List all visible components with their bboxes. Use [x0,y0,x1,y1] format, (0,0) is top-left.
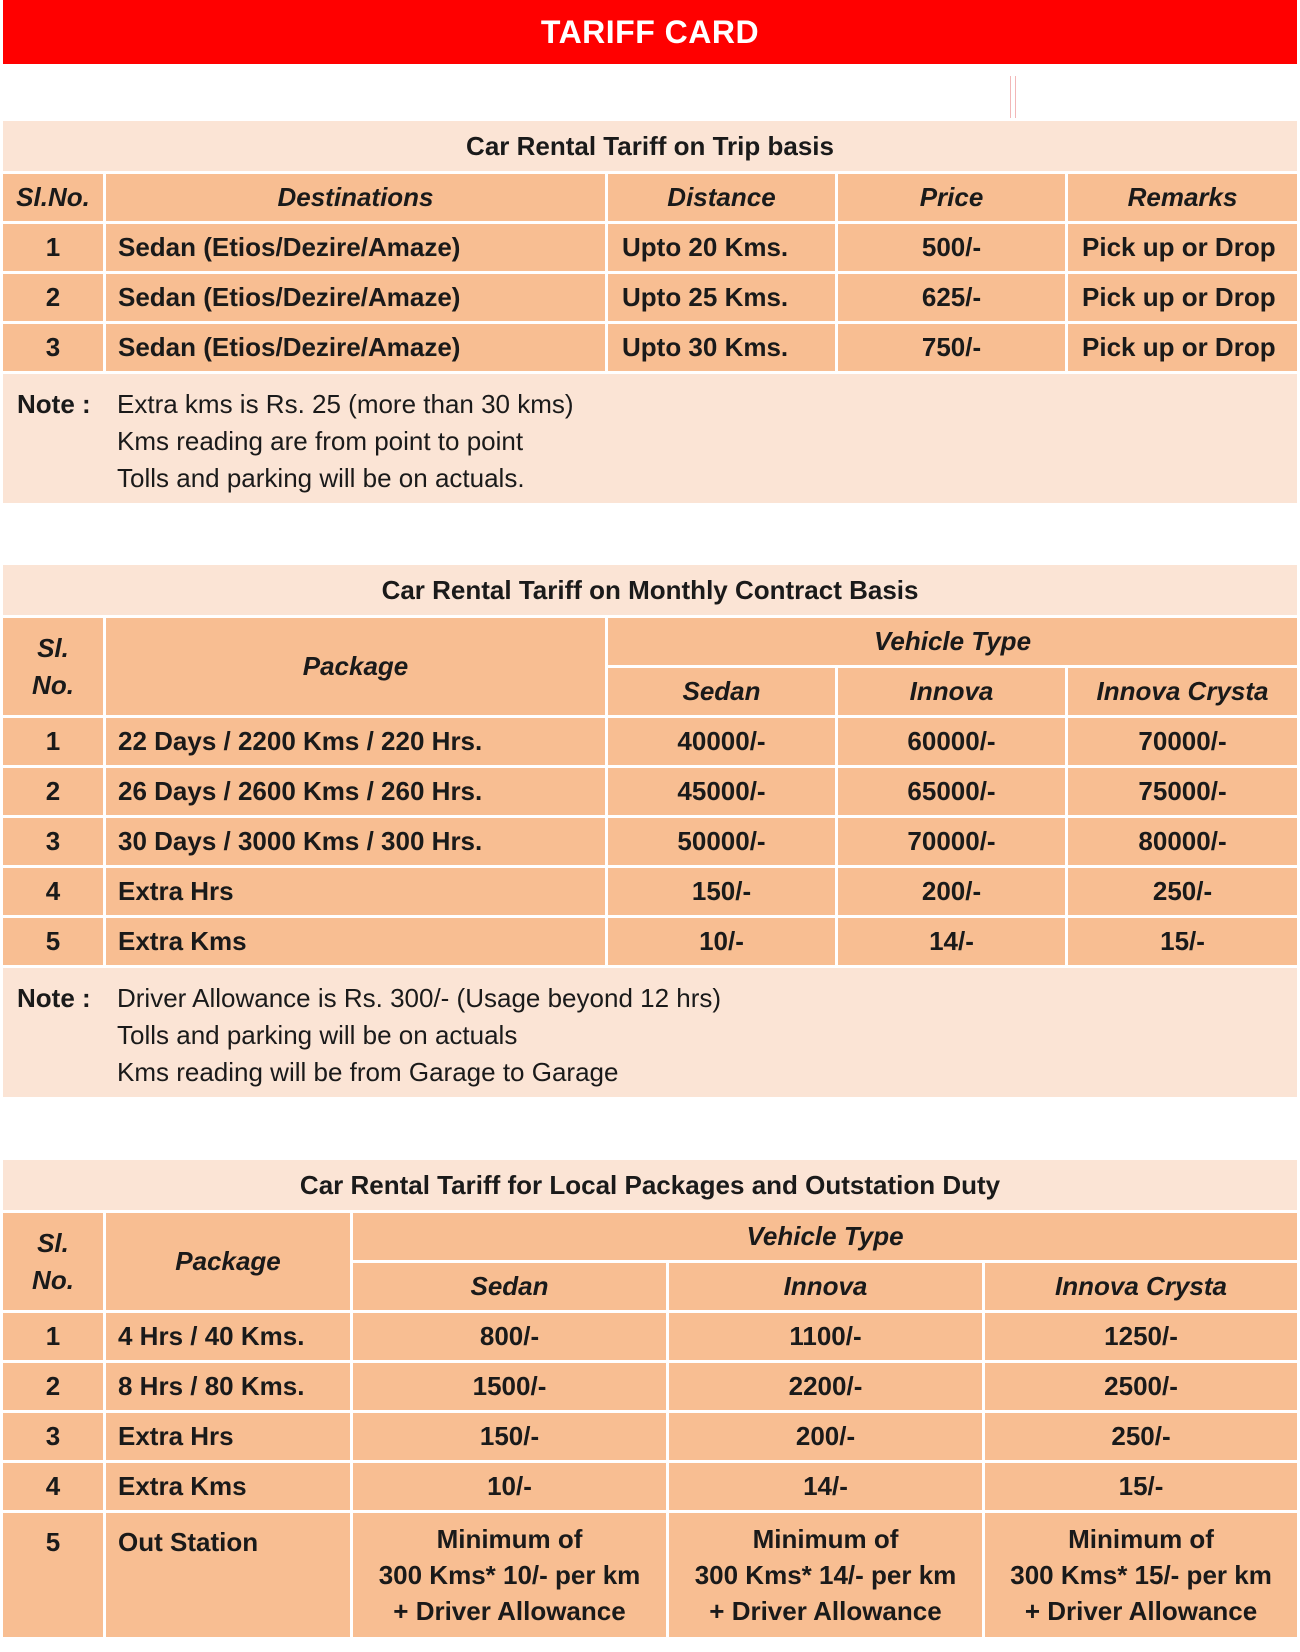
cell-sedan: 1500/- [353,1363,669,1413]
monthly-note [3,968,1297,1097]
table-row [3,868,1297,918]
cell-sedan: 50000/- [608,818,838,868]
table-row [3,918,1297,968]
table-row [3,718,1297,768]
note-label: Note : [17,983,91,1013]
cell-no: 1 [3,224,106,274]
table-row [3,768,1297,818]
cell-price: 500/- [838,224,1068,274]
cell-destination: Sedan (Etios/Dezire/Amaze) [106,274,608,324]
col-header-vehicle-type: Vehicle Type [353,1213,1297,1263]
note-line: Tolls and parking will be on actuals [117,1020,518,1050]
cell-package: Extra Hrs [106,1413,353,1463]
cell-innova: 60000/- [838,718,1068,768]
cell-no: 4 [3,1463,106,1513]
cell-crysta: 75000/- [1068,768,1297,818]
cell-sedan: 10/- [353,1463,669,1513]
cell-price: 625/- [838,274,1068,324]
cell-package: Extra Kms [106,918,608,968]
table-row [3,1313,1297,1363]
note-line: Tolls and parking will be on actuals. [117,463,525,493]
cell-no: 3 [3,818,106,868]
cell-distance: Upto 20 Kms. [608,224,838,274]
decorative-marks [1010,76,1018,118]
cell-no: 3 [3,1413,106,1463]
cell-package: 22 Days / 2200 Kms / 220 Hrs. [106,718,608,768]
cell-crysta: 250/- [1068,868,1297,918]
trip-table-title: Car Rental Tariff on Trip basis [3,121,1297,174]
cell-no: 1 [3,1313,106,1363]
note-label: Note : [17,389,91,419]
cell-no: 5 [3,918,106,968]
col-header-innova: Innova [669,1263,985,1313]
cell-remarks: Pick up or Drop [1068,224,1297,274]
cell-sedan: 45000/- [608,768,838,818]
col-header-slno: Sl.No. [3,174,106,224]
note-line: Driver Allowance is Rs. 300/- (Usage beyond 12 hrs) [117,983,722,1013]
col-header-slno: Sl. No. [3,1213,106,1313]
cell-destination: Sedan (Etios/Dezire/Amaze) [106,324,608,374]
cell-innova: 200/- [838,868,1068,918]
col-header-innova: Innova [838,668,1068,718]
col-header-remarks: Remarks [1068,174,1297,224]
col-header-innova-crysta: Innova Crysta [1068,668,1297,718]
cell-price: 750/- [838,324,1068,374]
cell-innova: 14/- [669,1463,985,1513]
cell-innova: 1100/- [669,1313,985,1363]
cell-no: 2 [3,1363,106,1413]
cell-crysta: 2500/- [985,1363,1297,1413]
cell-no: 1 [3,718,106,768]
cell-no: 3 [3,324,106,374]
cell-package: 30 Days / 3000 Kms / 300 Hrs. [106,818,608,868]
cell-sedan: 10/- [608,918,838,968]
local-tariff-table [3,1160,1297,1640]
col-header-vehicle-type: Vehicle Type [608,618,1297,668]
cell-remarks: Pick up or Drop [1068,324,1297,374]
table-row [3,818,1297,868]
cell-no: 5 [3,1513,106,1640]
cell-remarks: Pick up or Drop [1068,274,1297,324]
cell-package: Extra Kms [106,1463,353,1513]
col-header-innova-crysta: Innova Crysta [985,1263,1297,1313]
table-row [3,324,1297,374]
col-header-slno: Sl. No. [3,618,106,718]
col-header-sedan: Sedan [608,668,838,718]
cell-sedan: 150/- [608,868,838,918]
note-line: Kms reading are from point to point [117,426,524,456]
cell-innova: 65000/- [838,768,1068,818]
cell-innova: 200/- [669,1413,985,1463]
table-row [3,1413,1297,1463]
cell-innova: Minimum of 300 Kms* 14/- per km + Driver Allowance [669,1513,985,1640]
cell-sedan: 150/- [353,1413,669,1463]
table-row [3,224,1297,274]
tariff-card-banner [3,0,1297,64]
cell-no: 2 [3,274,106,324]
cell-crysta: 15/- [985,1463,1297,1513]
cell-no: 2 [3,768,106,818]
table-row [3,1463,1297,1513]
cell-innova: 2200/- [669,1363,985,1413]
col-header-package: Package [106,1213,353,1313]
col-header-distance: Distance [608,174,838,224]
trip-note [3,374,1297,503]
cell-distance: Upto 25 Kms. [608,274,838,324]
cell-distance: Upto 30 Kms. [608,324,838,374]
col-header-package: Package [106,618,608,718]
table-row [3,1363,1297,1413]
col-header-destinations: Destinations [106,174,608,224]
cell-sedan: 40000/- [608,718,838,768]
table-row [3,274,1297,324]
cell-package: 4 Hrs / 40 Kms. [106,1313,353,1363]
col-header-price: Price [838,174,1068,224]
cell-package: 8 Hrs / 80 Kms. [106,1363,353,1413]
cell-no: 4 [3,868,106,918]
trip-tariff-table [3,121,1297,503]
cell-sedan: Minimum of 300 Kms* 10/- per km + Driver Allowance [353,1513,669,1640]
note-line: Kms reading will be from Garage to Garage [117,1057,619,1087]
local-table-title: Car Rental Tariff for Local Packages and Outstation Duty [3,1160,1297,1213]
cell-package: Out Station [106,1513,353,1640]
cell-crysta: 1250/- [985,1313,1297,1363]
cell-innova: 14/- [838,918,1068,968]
note-line: Extra kms is Rs. 25 (more than 30 kms) [117,389,574,419]
cell-innova: 70000/- [838,818,1068,868]
cell-crysta: 250/- [985,1413,1297,1463]
cell-crysta: 15/- [1068,918,1297,968]
cell-package: 26 Days / 2600 Kms / 260 Hrs. [106,768,608,818]
cell-crysta: 70000/- [1068,718,1297,768]
monthly-tariff-table [3,565,1297,1097]
table-row-outstation [3,1513,1297,1640]
cell-destination: Sedan (Etios/Dezire/Amaze) [106,224,608,274]
cell-package: Extra Hrs [106,868,608,918]
cell-crysta: Minimum of 300 Kms* 15/- per km + Driver Allowance [985,1513,1297,1640]
monthly-table-title: Car Rental Tariff on Monthly Contract Basis [3,565,1297,618]
page-title: TARIFF CARD [540,13,760,50]
col-header-sedan: Sedan [353,1263,669,1313]
cell-crysta: 80000/- [1068,818,1297,868]
cell-sedan: 800/- [353,1313,669,1363]
